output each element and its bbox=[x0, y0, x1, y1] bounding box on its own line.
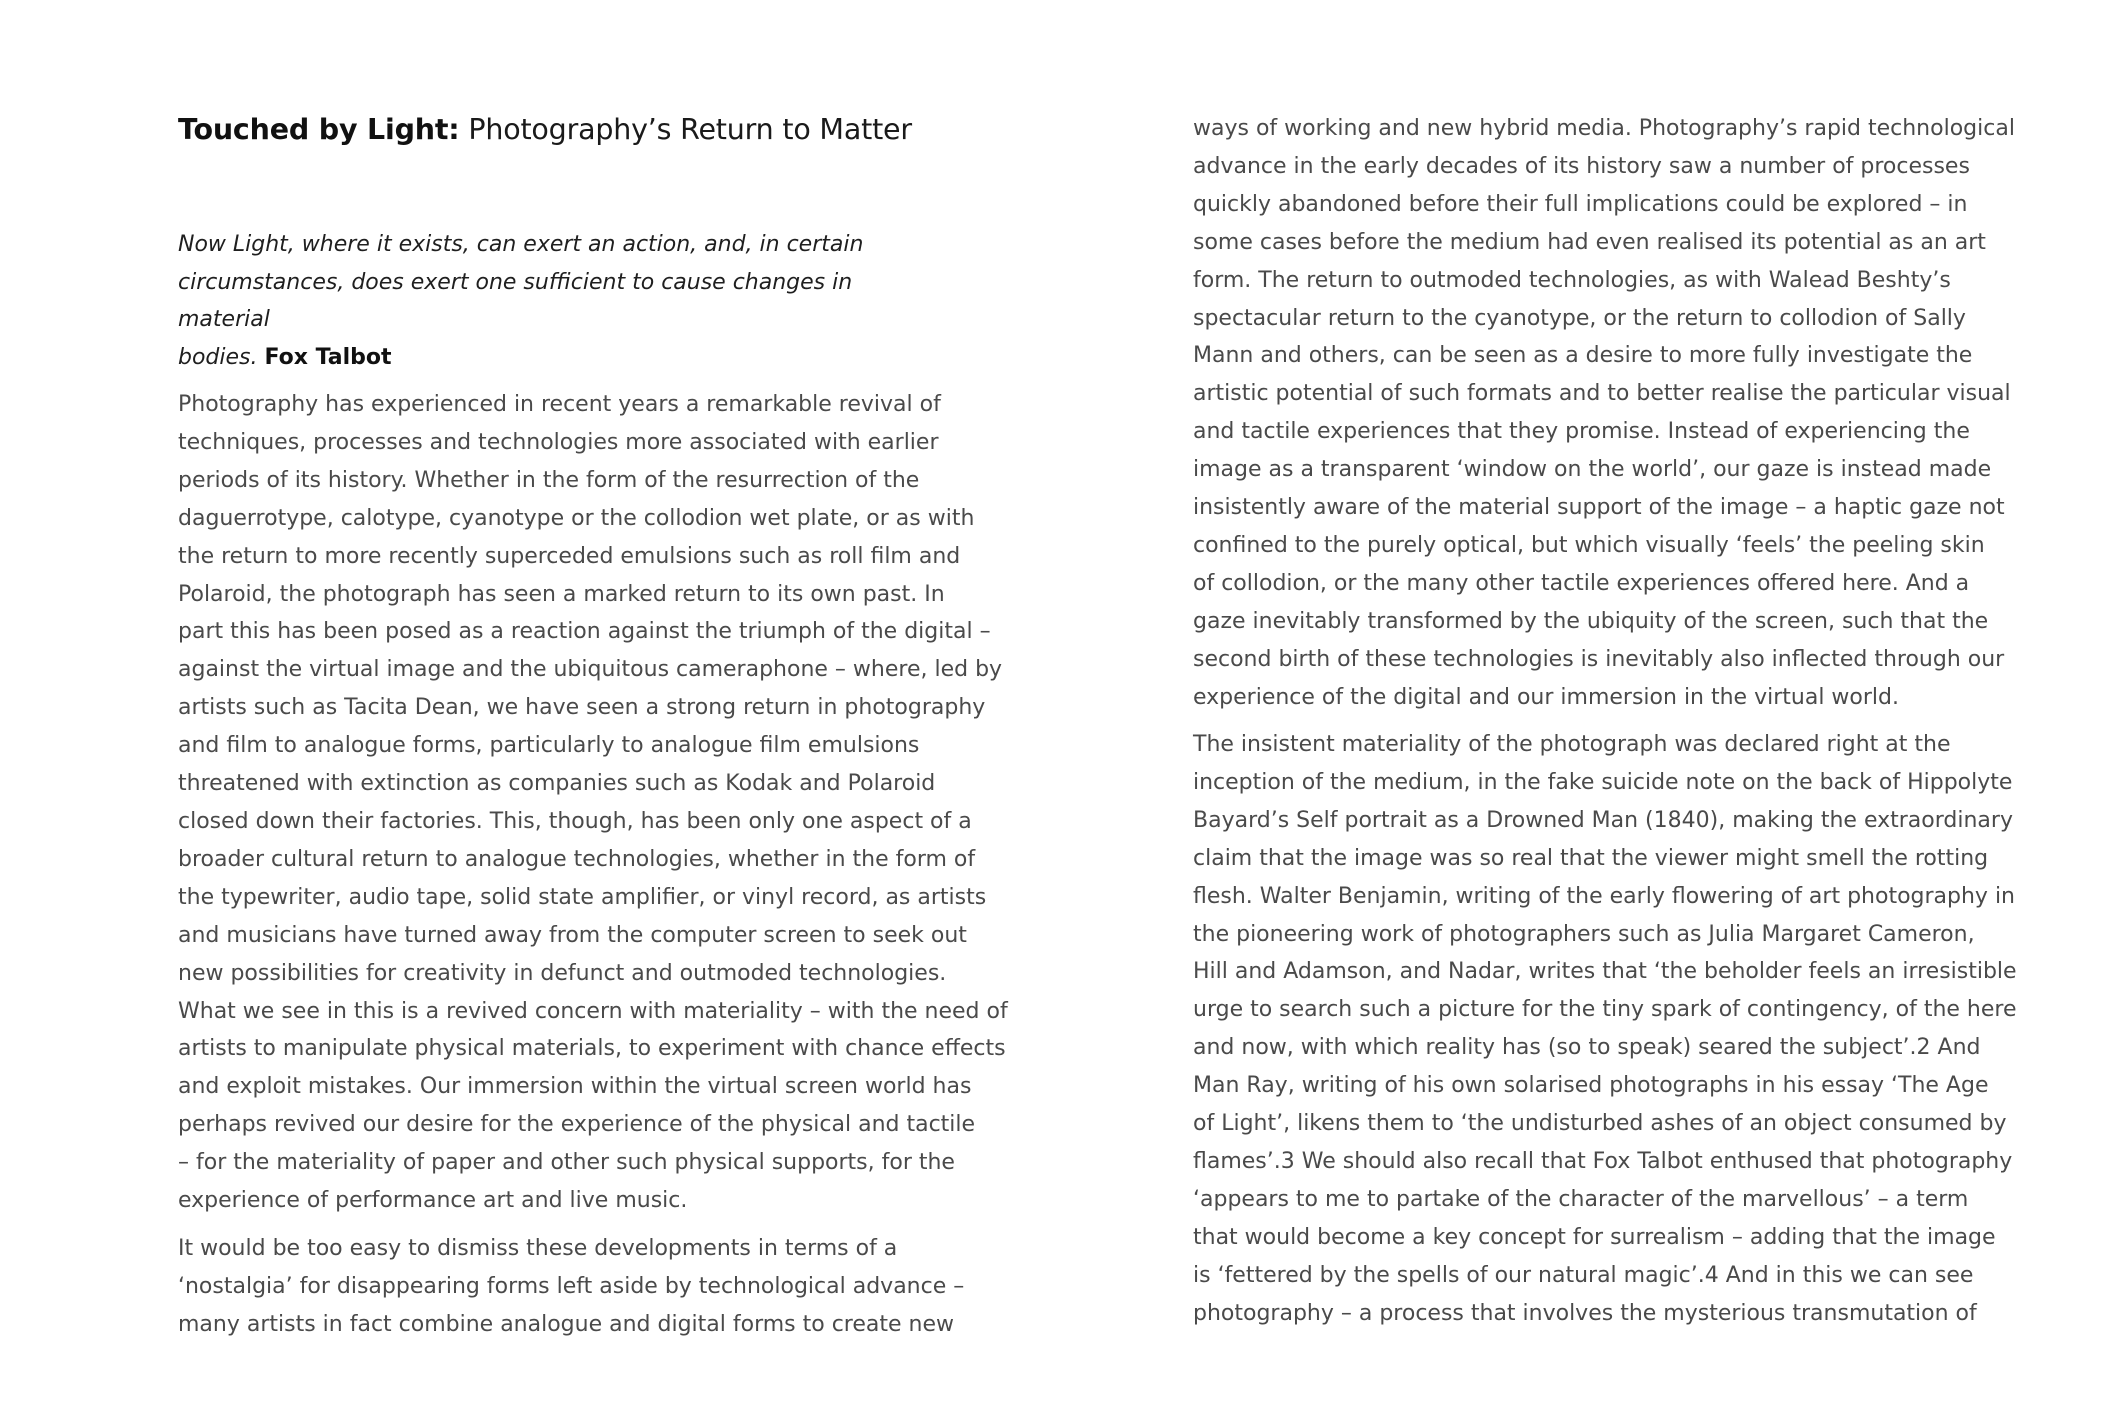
text-line: daguerrotype, calotype, cyanotype or the collodion wet plate, or as with bbox=[178, 505, 975, 531]
text-line: insistently aware of the material support of the image – a haptic gaze not bbox=[1193, 495, 2005, 521]
text-line: The insistent materiality of the photograph was declared right at the bbox=[1193, 732, 1951, 757]
text-line: new possibilities for creativity in defunct and outmoded technologies. bbox=[178, 960, 947, 986]
body-paragraph bbox=[1193, 726, 2017, 1333]
text-line: Man Ray, writing of his own solarised photographs in his essay ‘The Age bbox=[1193, 1073, 1989, 1099]
text-line: photography – a process that involves the mysterious transmutation of bbox=[1193, 1300, 1977, 1326]
text-line: against the virtual image and the ubiquitous cameraphone – where, led by bbox=[178, 657, 1003, 683]
text-line: of collodion, or the many other tactile experiences offered here. And a bbox=[1193, 570, 1970, 596]
text-line: and now, with which reality has (so to speak) seared the subject’.2 And bbox=[1193, 1035, 1981, 1061]
text-line: – for the materiality of paper and other such physical supports, for the bbox=[178, 1150, 955, 1176]
text-line: Bayard’s Self portrait as a Drowned Man (1840), making the extraordinary bbox=[1193, 807, 2013, 833]
text-line: gaze inevitably transformed by the ubiquity of the screen, such that the bbox=[1193, 608, 1989, 634]
text-line: ‘nostalgia’ for disappearing forms left aside by technological advance – bbox=[178, 1273, 965, 1299]
text-line: some cases before the medium had even realised its potential as an art bbox=[1193, 229, 1986, 255]
text-line: spectacular return to the cyanotype, or the return to collodion of Sally bbox=[1193, 305, 1966, 331]
text-line: Hill and Adamson, and Nadar, writes that ‘the beholder feels an irresistible bbox=[1193, 959, 2017, 985]
text-line: artists such as Tacita Dean, we have seen a strong return in photography bbox=[178, 695, 986, 721]
text-line: and film to analogue forms, particularly to analogue film emulsions bbox=[178, 733, 920, 759]
epigraph-author: Fox Talbot bbox=[264, 344, 392, 370]
text-line: It would be too easy to dismiss these developments in terms of a bbox=[178, 1236, 898, 1261]
text-line: image as a transparent ‘window on the world’, our gaze is instead made bbox=[1193, 457, 1992, 483]
text-line: broader cultural return to analogue technologies, whether in the form of bbox=[178, 846, 976, 872]
title-lead: Touched by Light: bbox=[178, 113, 460, 146]
title-rest: Photography’s Return to Matter bbox=[459, 113, 912, 146]
text-line: experience of performance art and live music. bbox=[178, 1188, 688, 1214]
text-line: confined to the purely optical, but which visually ‘feels’ the peeling skin bbox=[1193, 532, 1985, 558]
text-line: inception of the medium, in the fake suicide note on the back of Hippolyte bbox=[1193, 769, 2013, 795]
page-title bbox=[178, 113, 912, 146]
body-paragraph bbox=[178, 1230, 964, 1344]
text-line: and tactile experiences that they promise. Instead of experiencing the bbox=[1193, 419, 1970, 445]
text-line: Mann and others, can be seen as a desire to more fully investigate the bbox=[1193, 343, 1973, 369]
text-line: advance in the early decades of its history saw a number of processes bbox=[1193, 153, 1970, 179]
text-line: artists to manipulate physical materials, to experiment with chance effects bbox=[178, 1036, 1006, 1062]
text-line: closed down their factories. This, though, has been only one aspect of a bbox=[178, 808, 972, 834]
text-line: the return to more recently superceded emulsions such as roll film and bbox=[178, 543, 961, 569]
text-line: that would become a key concept for surrealism – adding that the image bbox=[1193, 1224, 1996, 1250]
text-line: quickly abandoned before their full implications could be explored – in bbox=[1193, 191, 1968, 217]
text-line: flames’.3 We should also recall that Fox Talbot enthused that photography bbox=[1193, 1148, 2013, 1174]
text-line: What we see in this is a revived concern with materiality – with the need of bbox=[178, 998, 1008, 1024]
text-line: and musicians have turned away from the computer screen to seek out bbox=[178, 922, 967, 948]
text-line: perhaps revived our desire for the experience of the physical and tactile bbox=[178, 1112, 976, 1138]
text-line: threatened with extinction as companies such as Kodak and Polaroid bbox=[178, 771, 936, 797]
body-paragraph bbox=[1193, 110, 2015, 717]
text-line: ‘appears to me to partake of the character of the marvellous’ – a term bbox=[1193, 1186, 1969, 1212]
text-line: flesh. Walter Benjamin, writing of the early flowering of art photography in bbox=[1193, 883, 2016, 909]
text-line: of Light’, likens them to ‘the undisturbed ashes of an object consumed by bbox=[1193, 1111, 2007, 1137]
text-line: experience of the digital and our immersion in the virtual world. bbox=[1193, 684, 1899, 710]
epigraph-line: circumstances, does exert one sufficient to cause changes in material bbox=[178, 269, 853, 333]
epigraph-line: bodies. bbox=[178, 344, 265, 370]
text-line: form. The return to outmoded technologies, as with Walead Beshty’s bbox=[1193, 267, 1951, 293]
text-line: and exploit mistakes. Our immersion within the virtual screen world has bbox=[178, 1074, 972, 1100]
text-line: many artists in fact combine analogue and digital forms to create new bbox=[178, 1311, 954, 1337]
text-line: the typewriter, audio tape, solid state amplifier, or vinyl record, as artists bbox=[178, 884, 987, 910]
text-line: Photography has experienced in recent years a remarkable revival of bbox=[178, 392, 941, 417]
text-line: urge to search such a picture for the tiny spark of contingency, of the here bbox=[1193, 997, 2017, 1023]
epigraph bbox=[178, 226, 938, 376]
text-line: the pioneering work of photographers such as Julia Margaret Cameron, bbox=[1193, 921, 1975, 947]
text-line: second birth of these technologies is inevitably also inflected through our bbox=[1193, 646, 2005, 672]
text-line: ways of working and new hybrid media. Photography’s rapid technological bbox=[1193, 116, 2015, 141]
epigraph-line: Now Light, where it exists, can exert an action, and, in certain bbox=[178, 232, 864, 257]
text-line: techniques, processes and technologies more associated with earlier bbox=[178, 429, 939, 455]
text-line: periods of its history. Whether in the form of the resurrection of the bbox=[178, 467, 920, 493]
text-line: is ‘fettered by the spells of our natural magic’.4 And in this we can see bbox=[1193, 1262, 1974, 1288]
text-line: part this has been posed as a reaction against the triumph of the digital – bbox=[178, 619, 991, 645]
text-line: claim that the image was so real that the viewer might smell the rotting bbox=[1193, 845, 1989, 871]
text-line: artistic potential of such formats and to better realise the particular visual bbox=[1193, 381, 2011, 407]
body-paragraph bbox=[178, 386, 1008, 1220]
text-line: Polaroid, the photograph has seen a marked return to its own past. In bbox=[178, 581, 945, 607]
